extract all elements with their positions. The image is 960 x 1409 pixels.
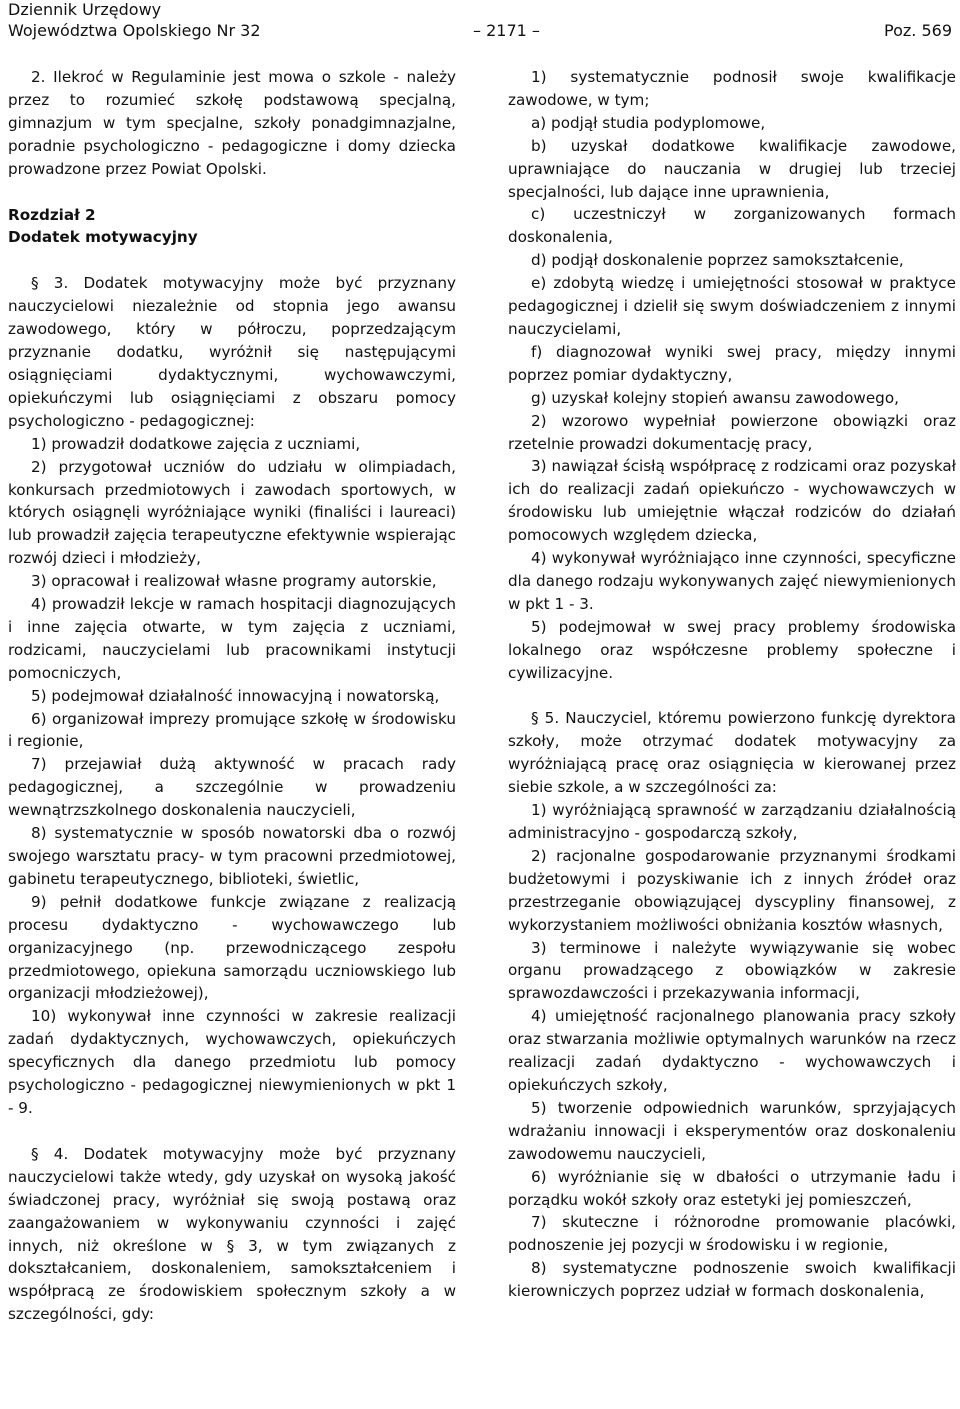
page-header [8,0,952,46]
chapter-title: Dodatek motywacyjny [8,228,198,247]
list-item: 1) prowadził dodatkowe zajęcia z uczniami, [31,434,361,453]
list-item: 2) przygotował uczniów do udziału w olimpiadach, konkursach przedmiotowych i zawodach sportowych, w których osiągnęli wyróżniające wyniki (finaliści i laureaci) lub prowadził zajęcia terapeutyczne efektywnie wspierając rozwój dzieci i młodzieży, [8,457,456,568]
list-item: 3) opracował i realizował własne programy autorskie, [31,572,437,591]
list-item: b) uzyskał dodatkowe kwalifikacje zawodowe, uprawniające do nauczania w drugiej lub trzeciej specjalności, lub dające inne uprawnienia, [508,136,956,201]
list-item: 2) wzorowo wypełniał powierzone obowiązki oraz rzetelnie prowadzi dokumentację pracy, [508,411,956,453]
list-item: 1) wyróżniającą sprawność w zarządzaniu działalnością administracyjno - gospodarczą szkoły, [508,801,956,842]
list-item: 6) wyróżnianie się w dbałości o utrzymanie ładu i porządku wokół szkoły oraz estetyki jej pomieszczeń, [508,1167,956,1209]
section-4: § 4. Dodatek motywacyjny może być przyznany nauczycielowi także wtedy, gdy uzyskał on wysoką jakość świadczonej pracy, wyróżniał się swoją postawą oraz zaangażowaniem w wykonywaniu czynności i zajęć innych, niż określone w § 3, w tym związanych z dokształcaniem, doskonaleniem, samokształceniem i współpracą ze środowiskiem społecznym szkoły a w szczególności, gdy: [8,1144,456,1324]
list-item: a) podjął studia podyplomowe, [531,113,766,132]
journal-title: Dziennik Urzędowy [8,0,162,19]
list-item: 4) prowadził lekcje w ramach hospitacji diagnozujących i inne zajęcia otwarte, w tym zajęcia z uczniami, rodzicami, nauczycielami lub pracownikami instytucji pomocniczych, [8,595,456,682]
list-item: 5) podejmował działalność innowacyjną i nowatorską, [31,686,440,705]
list-item: 7) skuteczne i różnorodne promowanie placówki, podnoszenie jej pozycji w środowisku i w regionie, [508,1213,956,1255]
list-item: 2) racjonalne gospodarowanie przyznanymi środkami budżetowymi i pozyskiwanie ich z innych źródeł oraz przestrzeganie obowiązującej dyscypliny finansowej, z wykorzystaniem możliwości obniżania kosztów własnych, [508,846,956,934]
list-item: 5) tworzenie odpowiednich warunków, sprzyjających wdrażaniu innowacji i eksperymentów oraz doskonaleniu zawodowemu nauczycieli, [508,1098,956,1163]
list-item: 8) systematyczne podnoszenie swoich kwalifikacji kierowniczych poprzez udział w formach doskonalenia, [508,1259,956,1301]
list-item: 4) umiejętność racjonalnego planowania pracy szkoły oraz stwarzania możliwie optymalnych warunków na rzecz realizacji zadań dydaktyczno - wychowawczych i opiekuńczych szkoły, [508,1007,956,1094]
province-issue: Województwa Opolskiego Nr 32 [8,21,261,40]
list-item: 4) wykonywał wyróżniająco inne czynności, specyficzne dla danego rodzaju wykonywanych zajęć niewymienionych w pkt 1 - 3. [508,549,956,613]
list-item: d) podjął doskonalenie poprzez samokształcenie, [531,251,904,270]
position-number: Poz. 569 [884,21,952,40]
list-item: 6) organizował imprezy promujące szkołę w środowisku i regionie, [8,709,456,751]
left-column [8,66,456,1326]
list-item: c) uczestniczył w zorganizowanych formach doskonalenia, [508,205,956,247]
section-5: § 5. Nauczyciel, któremu powierzono funkcję dyrektora szkoły, może otrzymać dodatek motywacyjny za wyróżniającą pracę oraz osiągnięcia w kierowanej przez siebie szkole, a w szczególności za: [508,709,956,797]
right-column [508,66,956,1303]
list-item: 1) systematycznie podnosił swoje kwalifikacje zawodowe, w tym; [508,68,956,109]
list-item: 5) podejmował w swej pracy problemy środowiska lokalnego oraz współczesne problemy społeczne i cywilizacyjne. [508,617,956,682]
section-3: § 3. Dodatek motywacyjny może być przyznany nauczycielowi niezależnie od stopnia jego awansu zawodowego, który w półroczu, poprzedzającym przyznanie dodatku, wyróżnił się następującymi osiągnięciami dydaktycznymi, wychowawczymi, opiekuńczymi lub osiągnięciami z obszaru pomocy psychologiczno - pedagogicznej: [8,274,456,430]
list-item: f) diagnozował wyniki swej pracy, między innymi poprzez pomiar dydaktyczny, [508,342,956,384]
list-item: 8) systematycznie w sposób nowatorski dba o rozwój swojego warsztatu pracy- w tym pracowni przedmiotowej, gabinetu terapeutycznego, biblioteki, świetlic, [8,824,456,888]
page-number: – 2171 – [473,21,540,40]
paragraph-definition: 2. Ilekroć w Regulaminie jest mowa o szkole - należy przez to rozumieć szkołę podstawową specjalną, gimnazjum w tym specjalne, szkoły ponadgimnazjalne, poradnie psychologiczno - pedagogiczne i domy dziecka prowadzone przez Powiat Opolski. [8,68,456,178]
list-item: 3) terminowe i należyte wywiązywanie się wobec organu prowadzącego z obowiązków w zakresie sprawozdawczości i przekazywania informacji, [508,938,956,1003]
list-item: g) uzyskał kolejny stopień awansu zawodowego, [531,388,899,407]
list-item: 3) nawiązał ścisłą współpracę z rodzicami oraz pozyskał ich do realizacji zadań opiekuńczo - wychowawczych w środowisku lub umiejętnie włączał rodziców do działań pomocowych względem dziecka, [508,457,956,545]
list-item: 10) wykonywał inne czynności w zakresie realizacji zadań dydaktycznych, wychowawczych, opiekuńczych specyficznych dla danego przedmiotu lub pomocy psychologiczno - pedagogicznej niewymienionych w pkt 1 - 9. [8,1007,456,1117]
list-item: 9) pełnił dodatkowe funkcje związane z realizacją procesu dydaktyczno - wychowawczego lub organizacyjnego (np. przewodniczącego zespołu przedmiotowego, opiekuna samorządu uczniowskiego lub organizacji młodzieżowej), [8,892,456,1003]
list-item: e) zdobytą wiedzę i umiejętności stosował w praktyce pedagogicznej i dzielił się swym doświadczeniem z innymi nauczycielami, [508,274,956,338]
list-item: 7) przejawiał dużą aktywność w pracach rady pedagogicznej, a szczególnie w prowadzeniu wewnątrzszkolnego doskonalenia nauczycieli, [8,755,456,820]
chapter-number: Rozdział 2 [8,205,96,224]
